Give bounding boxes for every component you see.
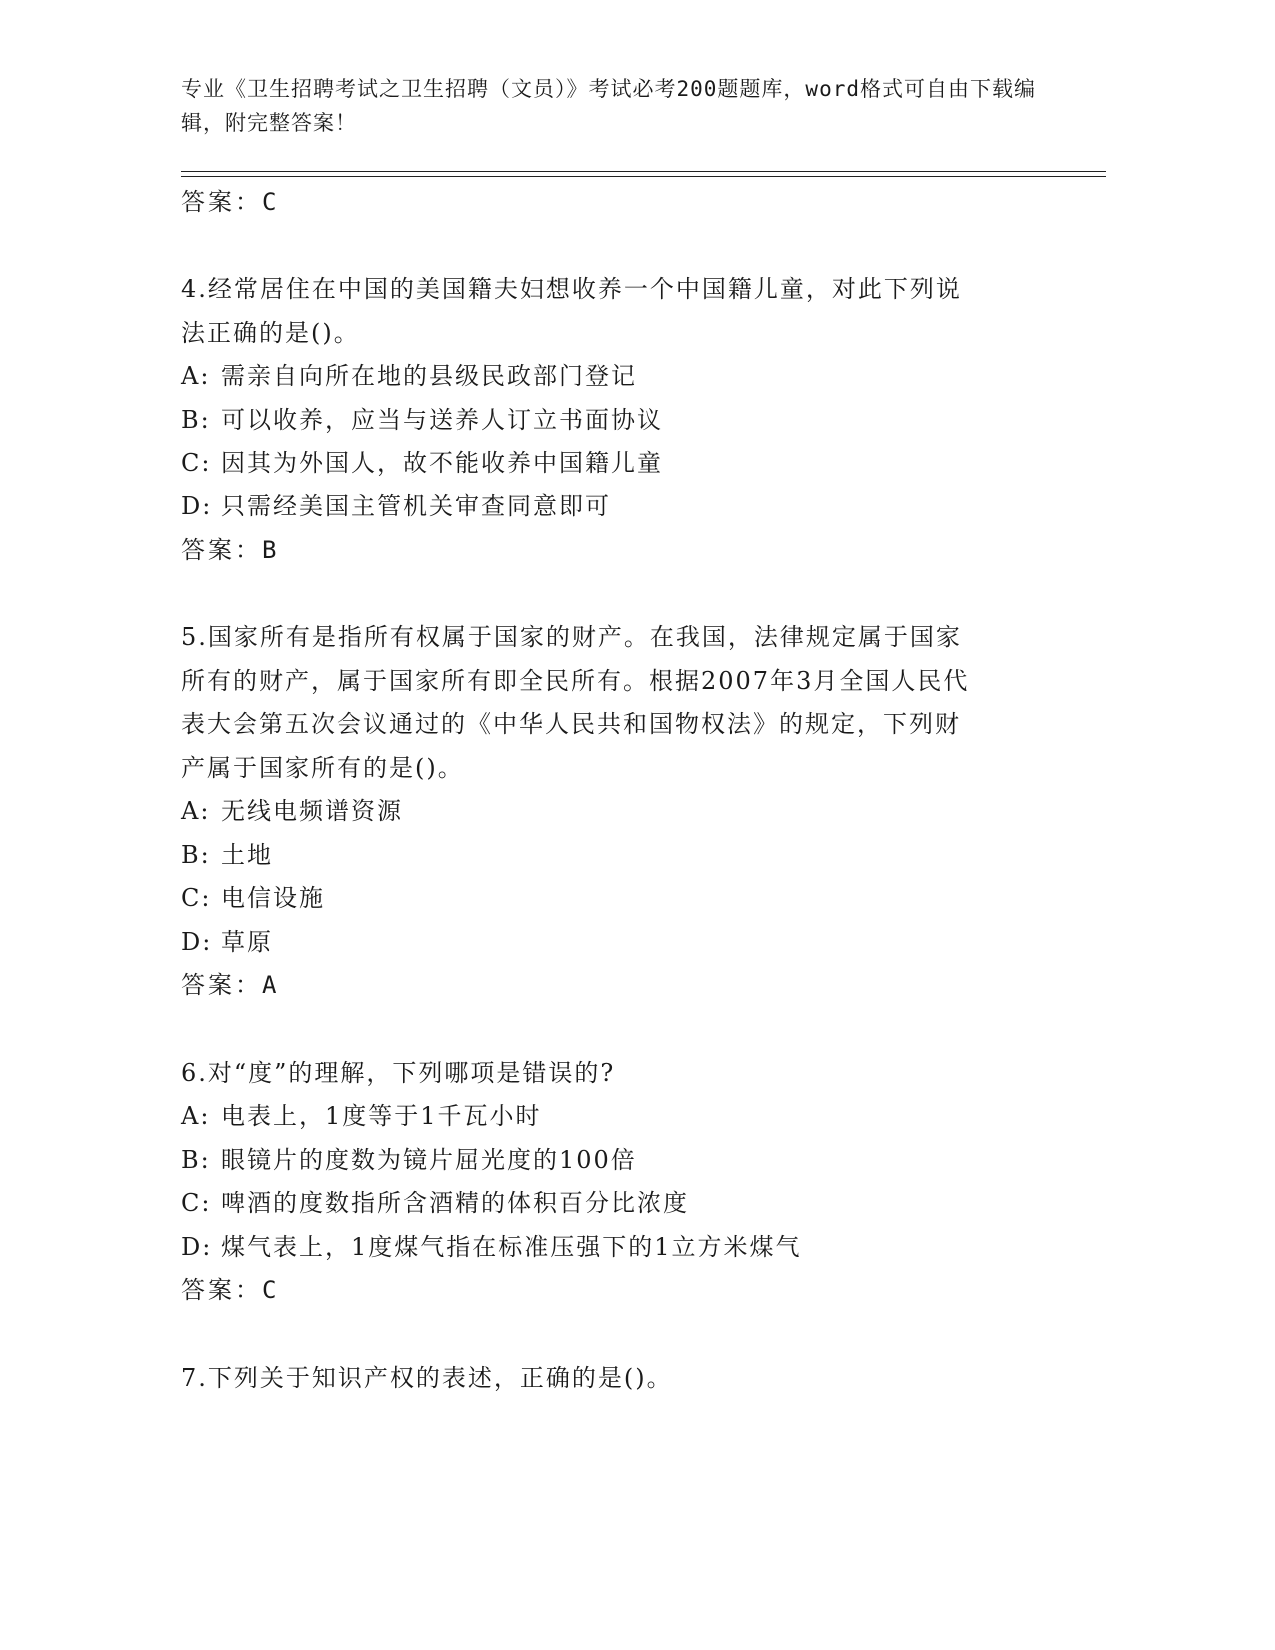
q4-answer: 答案：B [181,536,280,564]
option-label: C: [181,449,212,477]
q6-option-c [181,1181,689,1225]
option-label: B: [181,1146,211,1174]
header-divider-top [181,171,1106,172]
q5-stem-line4: 产属于国家所有的是()。 [181,754,464,782]
option-text: 因其为外国人，故不能收养中国籍儿童 [221,449,663,477]
option-text: 草原 [221,928,273,956]
option-text: 啤酒的度数指所含酒精的体积百分比浓度 [221,1189,689,1217]
q4-option-a [181,354,637,398]
q5-stem-line3: 表大会第五次会议通过的《中华人民共和国物权法》的规定，下列财 [181,710,961,738]
option-label: A: [181,362,211,390]
q5-option-b [181,833,273,877]
option-text: 需亲自向所在地的县级民政部门登记 [221,362,637,390]
q5-stem-line1: 5.国家所有是指所有权属于国家的财产。在我国，法律规定属于国家 [181,623,962,651]
q6-option-a [181,1094,542,1138]
q5-option-a [181,789,403,833]
option-text: 只需经美国主管机关审查同意即可 [221,492,611,520]
option-text: 电表上，1度等于1千瓦小时 [221,1102,542,1130]
option-label: C: [181,884,212,912]
q4-stem-line1: 4.经常居住在中国的美国籍夫妇想收养一个中国籍儿童，对此下列说 [181,275,962,303]
q4-stem-line2: 法正确的是()。 [181,319,360,347]
option-text: 电信设施 [221,884,325,912]
header-divider-bottom [181,176,1106,177]
option-text: 煤气表上，1度煤气指在标准压强下的1立方米煤气 [221,1233,802,1261]
q4-option-b [181,398,663,442]
option-text: 可以收养，应当与送养人订立书面协议 [221,406,663,434]
q5-option-c [181,876,325,920]
option-label: D: [181,928,213,956]
option-label: A: [181,797,211,825]
q6-stem-line1: 6.对“度”的理解，下列哪项是错误的? [181,1059,616,1087]
q5-answer: 答案：A [181,971,280,999]
option-label: D: [181,492,213,520]
page-header: 专业《卫生招聘考试之卫生招聘（文员）》考试必考200题题库，word格式可自由下载编辑，附完整答案！ [181,77,1036,135]
option-label: A: [181,1102,211,1130]
q6-answer: 答案：C [181,1276,280,1304]
q6-option-b [181,1138,637,1182]
option-text: 眼镜片的度数为镜片屈光度的100倍 [221,1146,637,1174]
option-label: D: [181,1233,213,1261]
option-text: 无线电频谱资源 [221,797,403,825]
q6-option-d [181,1225,802,1269]
option-label: B: [181,841,211,869]
q4-option-c [181,441,663,485]
q7-stem-line1: 7.下列关于知识产权的表述，正确的是()。 [181,1364,673,1392]
q5-option-d [181,920,273,964]
q5-stem-line2: 所有的财产，属于国家所有即全民所有。根据2007年3月全国人民代 [181,667,970,695]
answer-previous: 答案：C [181,188,280,216]
q4-option-d [181,484,611,528]
option-label: C: [181,1189,212,1217]
option-text: 土地 [221,841,273,869]
option-label: B: [181,406,211,434]
